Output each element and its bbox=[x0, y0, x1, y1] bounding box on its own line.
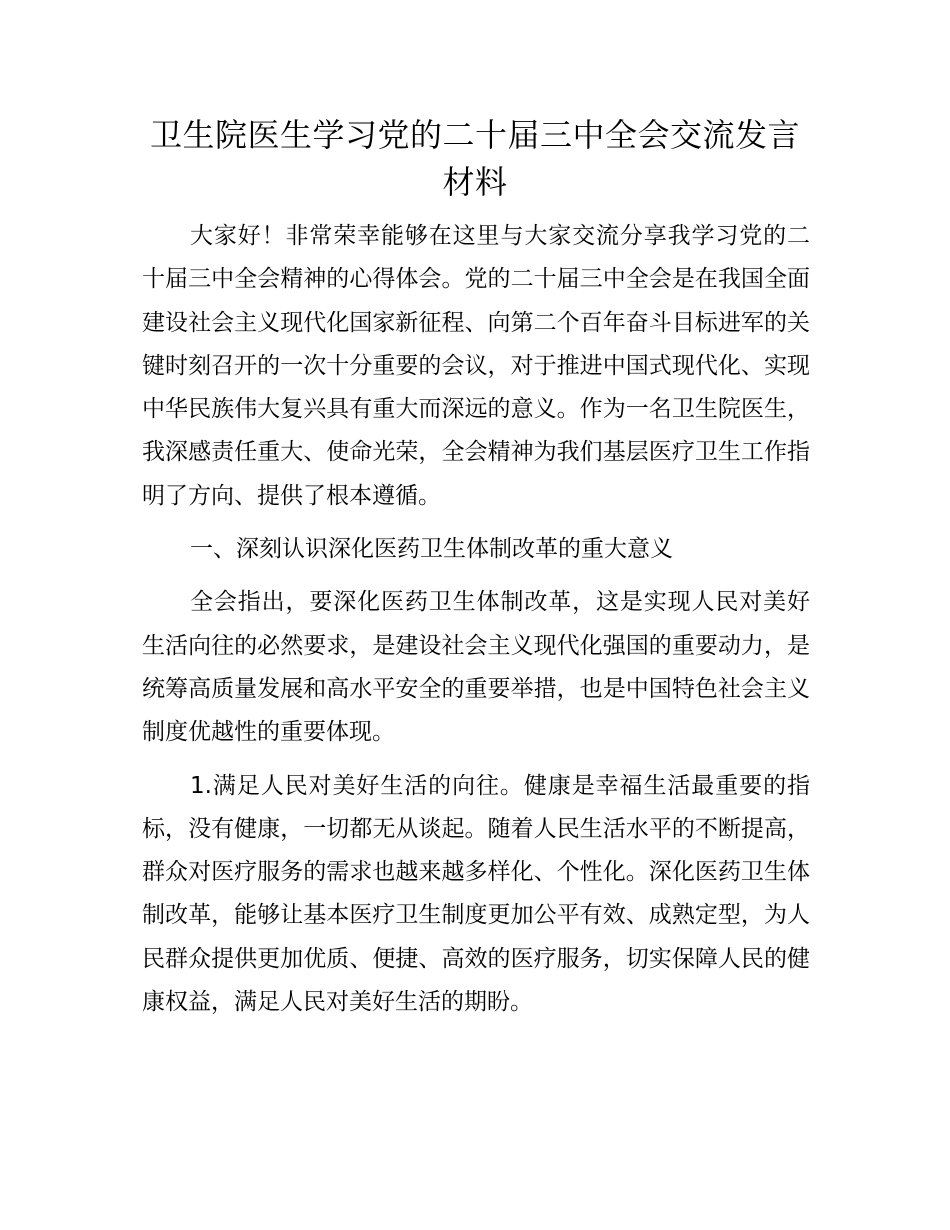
numbered-point-paragraph: 1.满足人民对美好生活的向往。健康是幸福生活最重要的指标，没有健康，一切都无从谈起。随着人民生活水平的不断提高，群众对医疗服务的需求也越来越多样化、个性化。深化医药卫生体制改革，能够让基本医疗卫生制度更加公平有效、成熟定型，为人民群众提供更加优质、便捷、高效的医疗服务，切实保障人民的健康权益，满足人民对美好生活的期盼。 bbox=[142, 772, 810, 1016]
intro-paragraph: 大家好！非常荣幸能够在这里与大家交流分享我学习党的二十届三中全会精神的心得体会。党的二十届三中全会是在我国全面建设社会主义现代化国家新征程、向第二个百年奋斗目标进军的关键时刻召开的一次十分重要的会议，对于推进中国式现代化、实现中华民族伟大复兴具有重大而深远的意义。作为一名卫生院医生，我深感责任重大、使命光荣，全会精神为我们基层医疗卫生工作指明了方向、提供了根本遵循。 bbox=[142, 223, 810, 509]
section-heading: 一、深刻认识深化医药卫生体制改革的重大意义 bbox=[190, 536, 673, 563]
document-body bbox=[142, 215, 810, 1024]
document-title: 卫生院医生学习党的二十届三中全会交流发言材料 bbox=[149, 116, 800, 201]
section-paragraph: 全会指出，要深化医药卫生体制改革，这是实现人民对美好生活向往的必然要求，是建设社会主义现代化强国的重要动力，是统筹高质量发展和高水平安全的重要举措，也是中国特色社会主义制度优越性的重要体现。 bbox=[142, 589, 810, 746]
